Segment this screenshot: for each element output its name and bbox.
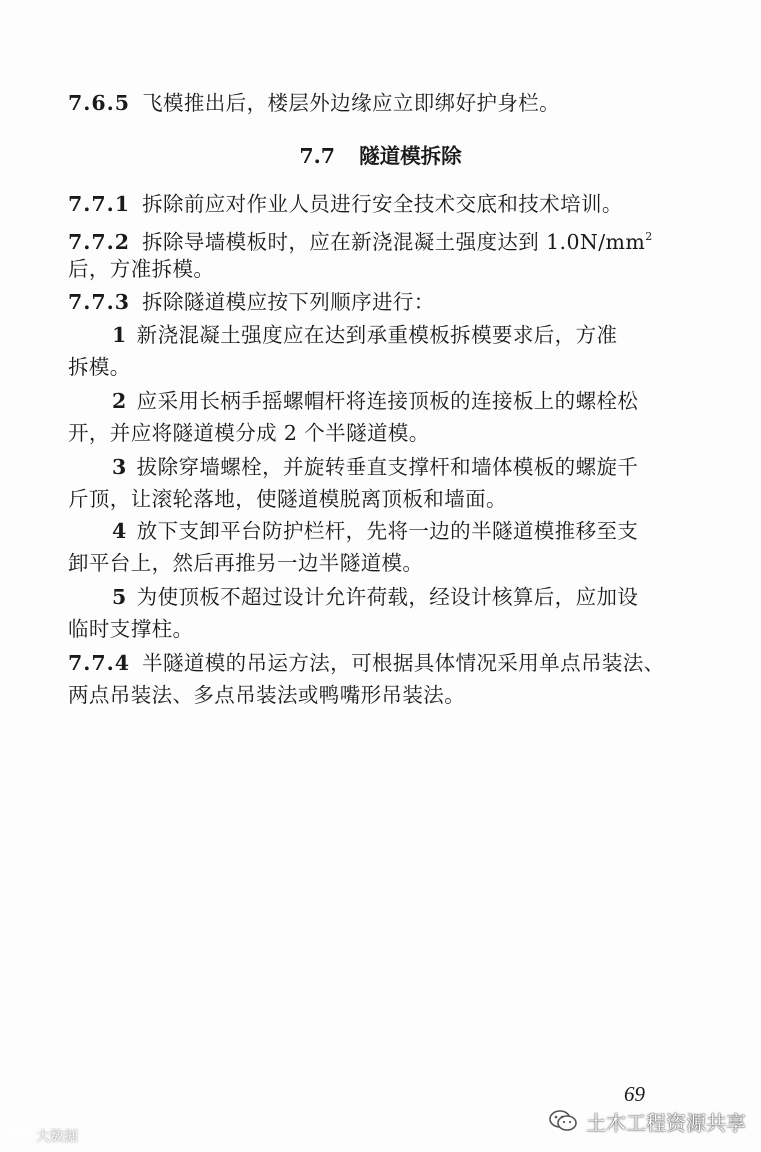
list-item-cont: 拆模。: [68, 355, 131, 379]
logo-icon: [6, 1127, 32, 1145]
list-item: [112, 452, 752, 482]
clause-7-7-3: [68, 287, 708, 317]
clause-number: 7.7.3: [68, 290, 131, 314]
clause-number: 7.7.2: [68, 230, 131, 254]
clause-text: 拆除导墙模板时，应在新浇混凝土强度达到 1.0N/mm: [142, 230, 646, 254]
section-title: [0, 141, 761, 171]
wechat-icon: [548, 1108, 578, 1134]
item-number: 5: [112, 585, 127, 609]
clause-7-7-4: [68, 648, 708, 678]
section-number: 7.7: [299, 144, 336, 168]
clause-text: 拆除前应对作业人员进行安全技术交底和技术培训。: [142, 192, 623, 216]
clause-number: 7.7.1: [68, 192, 131, 216]
list-item-cont: 临时支撑柱。: [68, 617, 194, 641]
clause-text: 半隧道模的吊运方法，可根据具体情况采用单点吊装法、: [142, 651, 665, 675]
item-text: 新浇混凝土强度应在达到承重模板拆模要求后，方准: [136, 323, 618, 347]
clause-7-7-2-cont: 后，方准拆模。: [68, 257, 215, 281]
list-item-cont: 卸平台上，然后再推另一边半隧道模。: [68, 551, 424, 575]
clause-number: 7.7.4: [68, 651, 131, 675]
superscript: 2: [645, 230, 653, 243]
list-item: [112, 516, 752, 546]
item-number: 1: [112, 323, 127, 347]
item-text: 应采用长柄手摇螺帽杆将连接顶板的连接板上的螺栓松: [136, 389, 639, 413]
watermark-left-text: 大数据: [36, 1129, 78, 1145]
list-item: [112, 582, 752, 612]
clause-text: 拆除隧道模应按下列顺序进行：: [142, 290, 435, 314]
watermark: [548, 1106, 746, 1136]
page-number: 69: [624, 1082, 645, 1106]
clause-7-7-4-cont: 两点吊装法、多点吊装法或鸭嘴形吊装法。: [68, 683, 466, 707]
item-number: 4: [112, 519, 127, 543]
watermark-left: [6, 1124, 78, 1148]
item-number: 3: [112, 455, 127, 479]
list-item-cont: 斤顶，让滚轮落地，使隧道模脱离顶板和墙面。: [68, 487, 507, 511]
clause-7-6-5: [68, 88, 708, 118]
clause-number: 7.6.5: [68, 91, 131, 115]
item-text: 为使顶板不超过设计允许荷载，经设计核算后，应加设: [136, 585, 639, 609]
clause-7-7-1: [68, 189, 708, 219]
list-item: [112, 386, 752, 416]
list-item-cont: 开，并应将隧道模分成 2 个半隧道模。: [68, 421, 430, 445]
clause-text: 飞模推出后，楼层外边缘应立即绑好护身栏。: [142, 91, 561, 115]
item-text: 放下支卸平台防护栏杆，先将一边的半隧道模推移至支: [136, 519, 639, 543]
item-number: 2: [112, 389, 127, 413]
list-item: [112, 320, 752, 350]
watermark-text: 土木工程资源共享: [586, 1110, 746, 1135]
section-heading: 隧道模拆除: [359, 144, 462, 168]
clause-7-7-2: [68, 222, 708, 257]
item-text: 拔除穿墙螺栓，并旋转垂直支撑杆和墙体模板的螺旋千: [136, 455, 639, 479]
